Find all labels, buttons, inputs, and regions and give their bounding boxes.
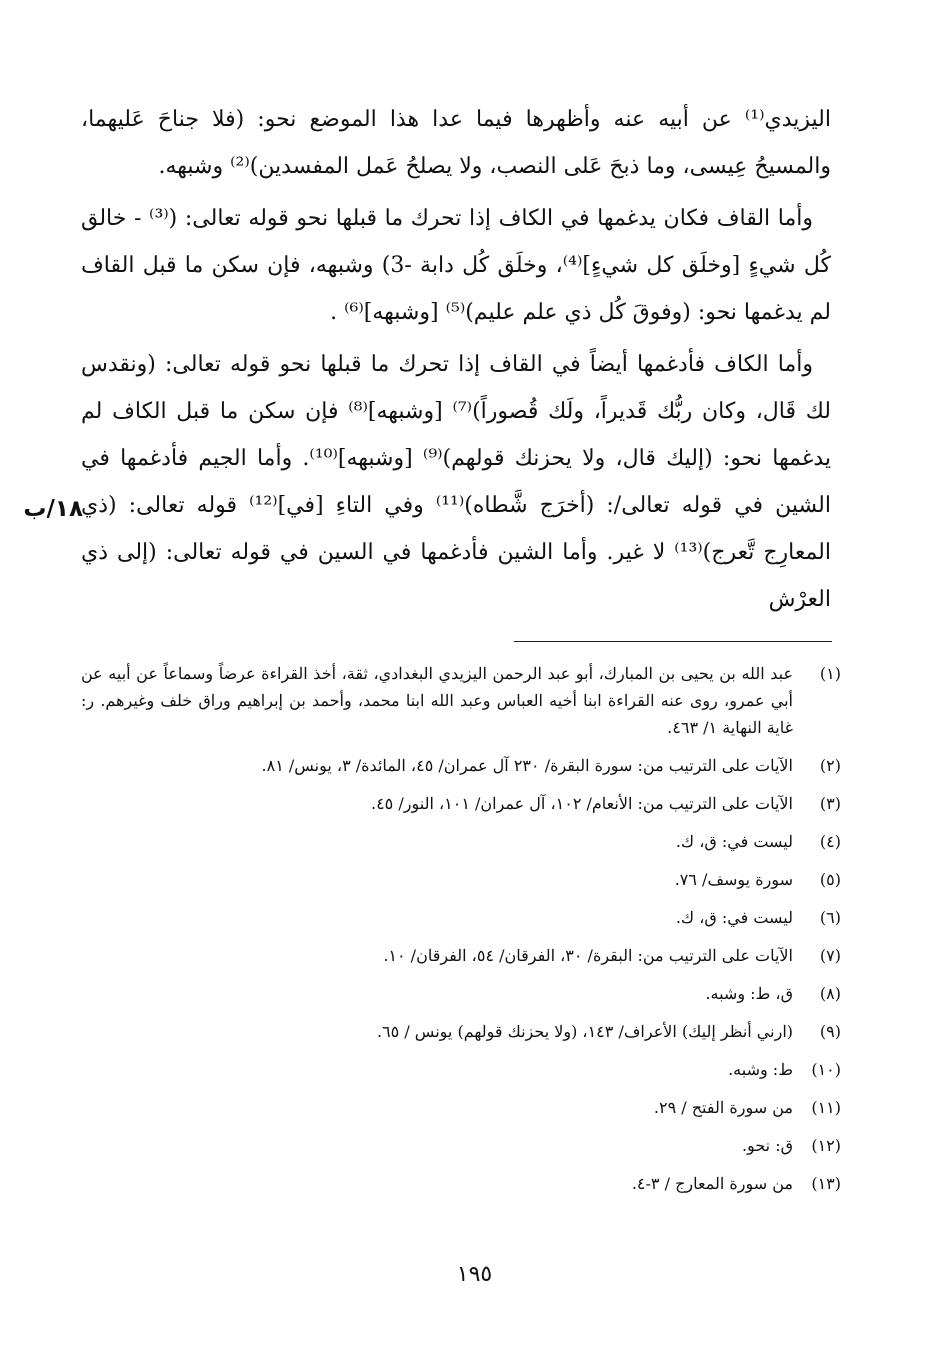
paragraph: اليزيدي⁽¹⁾ عن أبيه عنه وأظهرها فيما عدا هذا الموضع نحو: (فلا جناحَ عَليهما، والمسيحُ عِيسى، وما ذبحَ عَلى النصب، ولا يصلحُ عَمل المفسدين)⁽²⁾ وشبهه. xyxy=(81,107,831,179)
footnote-item xyxy=(81,1018,841,1045)
footnote-text: الآيات على الترتيب من: سورة البقرة/ ٢٣٠ آل عمران/ ٤٥، المائدة/ ٣، يونس/ ٨١. xyxy=(261,756,793,775)
footnote-number: (١٣) xyxy=(811,1174,841,1193)
footnote-text: عبد الله بن يحيى بن المبارك، أبو عبد الرحمن اليزيدي البغدادي، ثقة، أخذ القراءة عرضاً وسماعاً عن أبيه عن أبي عمرو، روى عنه القراءة ابنا أخيه العباس وعبد الله ابنا محمد، وأحمد بن إبراهيم وراق خلف وغيرهم. ر: غاية النهاية ١/ ٤٦٣. xyxy=(81,664,793,737)
footnote-item xyxy=(81,752,841,779)
main-text-body xyxy=(81,96,831,628)
paragraph: وأما الكاف فأدغمها أيضاً في القاف إذا تحرك ما قبلها نحو قوله تعالى: (ونقدس لك قَال، وكان ربُّك قَديراً، ولَك قُصوراً)⁽⁷⁾ [وشبهه]⁽⁸⁾ فإن سكن ما قبل الكاف لم يدغمها نحو: (إليك قال، ولا يحزنك قولهم)⁽⁹⁾ [وشبهه]⁽¹⁰⁾. وأما الجيم فأدغمها في الشين في قوله تعالى/: (أخرَج شَّطاه)⁽¹¹⁾ وفي التاءِ [في]⁽¹²⁾ قوله تعالى: (ذي المعارِج تَّعرج)⁽¹³⁾ لا غير. وأما الشين فأدغمها في السين في قوله تعالى: (إلى ذي العرْش xyxy=(81,352,831,612)
page-number: ١٩٥ xyxy=(456,1262,493,1287)
footnote-item xyxy=(81,1170,841,1197)
footnote-text: الآيات على الترتيب من: الأنعام/ ١٠٢، آل عمران/ ١٠١، النور/ ٤٥. xyxy=(370,794,793,813)
footnotes xyxy=(81,660,841,1208)
footnote-item xyxy=(81,904,841,931)
footnote-separator xyxy=(514,641,832,642)
paragraph: وأما القاف فكان يدغمها في الكاف إذا تحرك ما قبلها نحو قوله تعالى: (⁽³⁾ - خالق كُل شيءٍ [وخلَق كل شيءٍ]⁽⁴⁾، وخلَق كُل دابة -3) وشبهه، فإن سكن ما قبل القاف لم يدغمها نحو: (وفوقَ كُل ذي علم عليم)⁽⁵⁾ [وشبهه]⁽⁶⁾ . xyxy=(81,206,831,325)
footnote-text: الآيات على الترتيب من: البقرة/ ٣٠، الفرقان/ ٥٤، الفرقان/ ١٠. xyxy=(383,946,793,965)
footnote-number: (١٠) xyxy=(811,1060,841,1079)
footnote-text: ط: وشبه. xyxy=(728,1060,793,1079)
footnote-number: (١٢) xyxy=(811,1136,841,1155)
footnote-item xyxy=(81,1094,841,1121)
footnote-item xyxy=(81,942,841,969)
footnote-number: (٦) xyxy=(819,908,841,927)
footnote-number: (٥) xyxy=(819,870,841,889)
footnote-item xyxy=(81,866,841,893)
footnote-number: (٨) xyxy=(819,984,841,1003)
footnote-text: ق: نحو. xyxy=(741,1136,793,1155)
footnote-item xyxy=(81,1056,841,1083)
manuscript-folio-marker: ١٨/ب xyxy=(23,496,83,522)
footnote-item xyxy=(81,828,841,855)
footnote-number: (٩) xyxy=(819,1022,841,1041)
footnote-item xyxy=(81,980,841,1007)
footnote-number: (١١) xyxy=(811,1098,841,1117)
footnote-number: (١) xyxy=(819,664,841,683)
footnote-number: (٢) xyxy=(819,756,841,775)
footnote-item xyxy=(81,1132,841,1159)
footnote-text: من سورة الفتح / ٢٩. xyxy=(653,1098,793,1117)
footnote-text: ق، ط: وشبه. xyxy=(705,984,793,1003)
footnote-text: ليست في: ق، ك. xyxy=(675,908,793,927)
footnote-text: من سورة المعارج / ٣-٤. xyxy=(631,1174,793,1193)
footnote-number: (٤) xyxy=(819,832,841,851)
footnote-text: (ارني أنظر إليك) الأعراف/ ١٤٣، (ولا يحزنك قولهم) يونس / ٦٥. xyxy=(376,1022,793,1041)
footnote-number: (٧) xyxy=(819,946,841,965)
footnote-item xyxy=(81,790,841,817)
footnote-item xyxy=(81,660,841,741)
footnote-text: ليست في: ق، ك. xyxy=(675,832,793,851)
footnote-text: سورة يوسف/ ٧٦. xyxy=(674,870,793,889)
footnote-number: (٣) xyxy=(819,794,841,813)
